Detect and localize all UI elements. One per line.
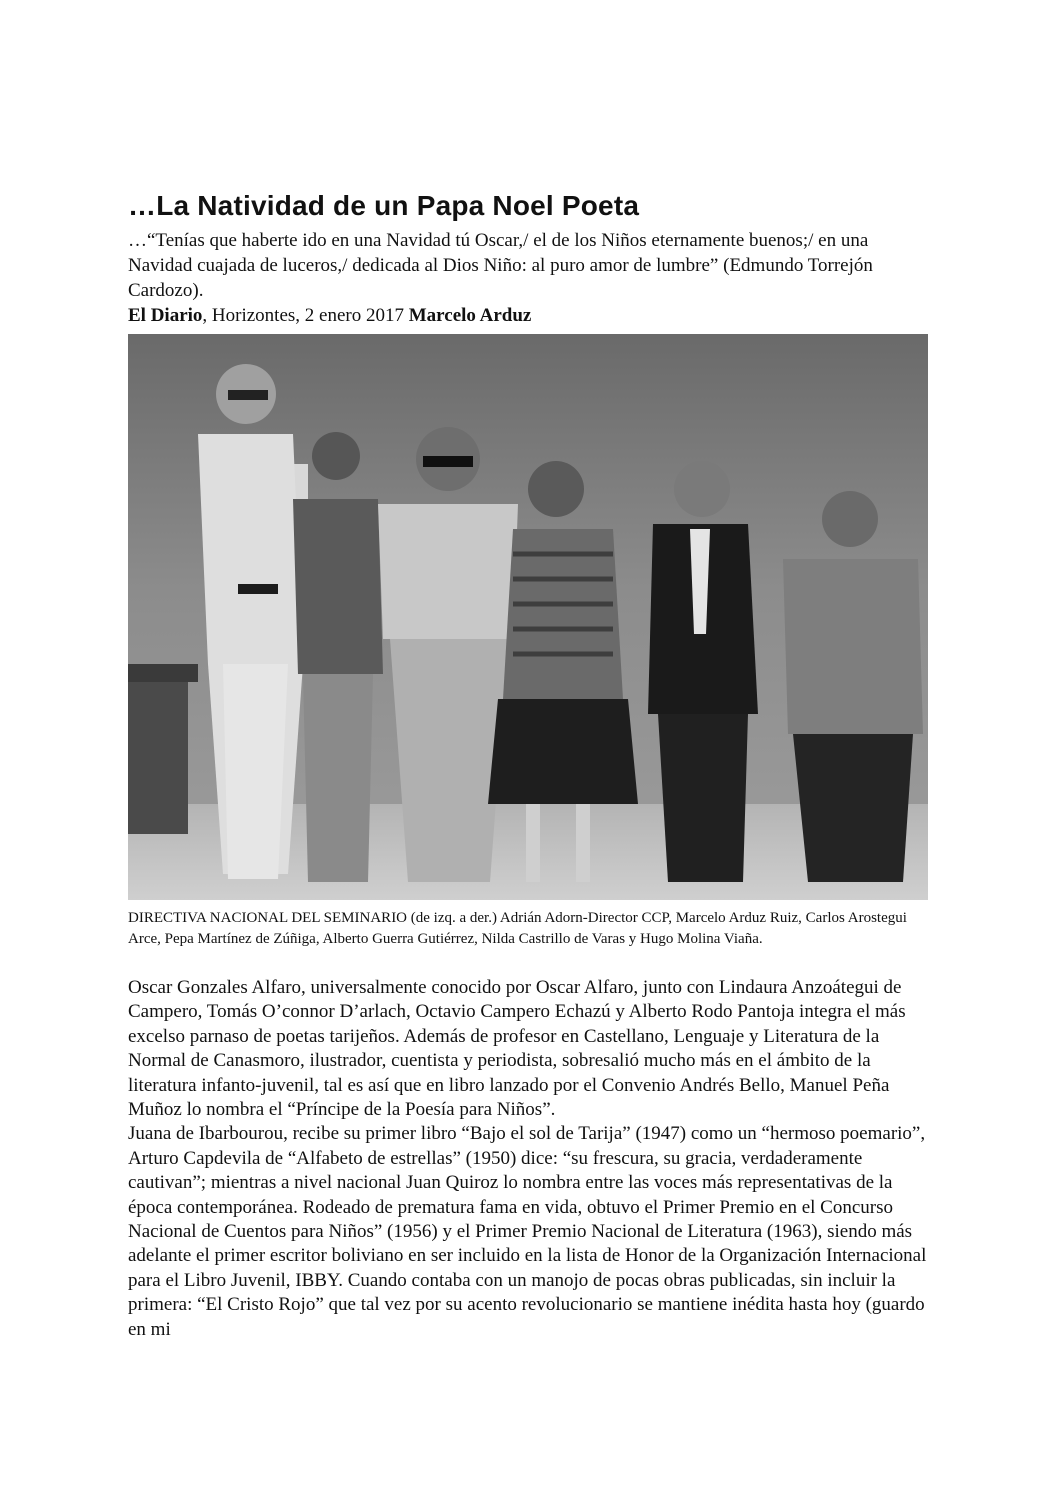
newspaper-name: El Diario [128, 305, 203, 326]
article-title: …La Natividad de un Papa Noel Poeta [128, 190, 640, 221]
article [128, 186, 936, 1342]
photo-caption: DIRECTIVA NACIONAL DEL SEMINARIO (de izq. a der.) Adrián Adorn-Director CCP, Marcelo Arduz Ruiz, Carlos Arostegui Arce, Pepa Martínez de Zúñiga, Alberto Guerra Gutiérrez, Nilda Castrillo de Varas y Hugo Molina Viaña. [128, 910, 907, 947]
epigraph: …“Tenías que haberte ido en una Navidad tú Oscar,/ el de los Niños eternamente buenos;/ en una Navidad cuajada de luceros,/ dedicada al Dios Niño: al puro amor de lumbre” (Edmundo Torrejón Cardozo). [128, 230, 873, 301]
person-5 [648, 461, 758, 882]
author-name: Marcelo Arduz [408, 305, 532, 326]
person-2 [293, 432, 383, 882]
byline-section-date: , Horizontes, 2 enero 2017 [202, 305, 409, 326]
byline [128, 303, 936, 328]
group-photo [128, 334, 928, 900]
paragraph-2: Juana de Ibarbourou, recibe su primer libro “Bajo el sol de Tarija” (1947) como un “hermoso poemario”, Arturo Capdevila de “Alfabeto de estrellas” (1950) dice: “su frescura, su gracia, verdaderamente cautivan”; mientras a nivel nacional Juan Quiroz lo nombra entre las voces más representativas de la época contemporánea. Rodeado de prematura fama en vida, obtuvo el Primer Premio en el Concurso Nacional de Cuentos para Niños” (1956) y el Primer Premio Nacional de Literatura (1963), siendo más adelante el primer escritor boliviano en ser incluido en la lista de Honor de la Organización Internacional para el Libro Juvenil, IBBY. Cuando contaba con un manojo de pocas obras publicadas, sin incluir la primera: “El Cristo Rojo” que tal vez por su acento revolucionario se mantiene inédita hasta hoy (guardo en mi [128, 1123, 927, 1340]
paragraph-1: Oscar Gonzales Alfaro, universalmente conocido por Oscar Alfaro, junto con Lindaura Anzoátegui de Campero, Tomás O’connor D’arlach, Octavio Campero Echazú y Alberto Rodo Pantoja integra el más excelso parnaso de poetas tarijeños. Además de profesor en Castellano, Lenguaje y Literatura de la Normal de Canasmoro, ilustrador, cuentista y periodista, sobresalió mucho más en el ámbito de la literatura infanto-juvenil, tal es así que en libro lanzado por el Convenio Andrés Bello, Manuel Peña Muñoz lo nombra el “Príncipe de la Poesía para Niños”. [128, 977, 906, 1121]
